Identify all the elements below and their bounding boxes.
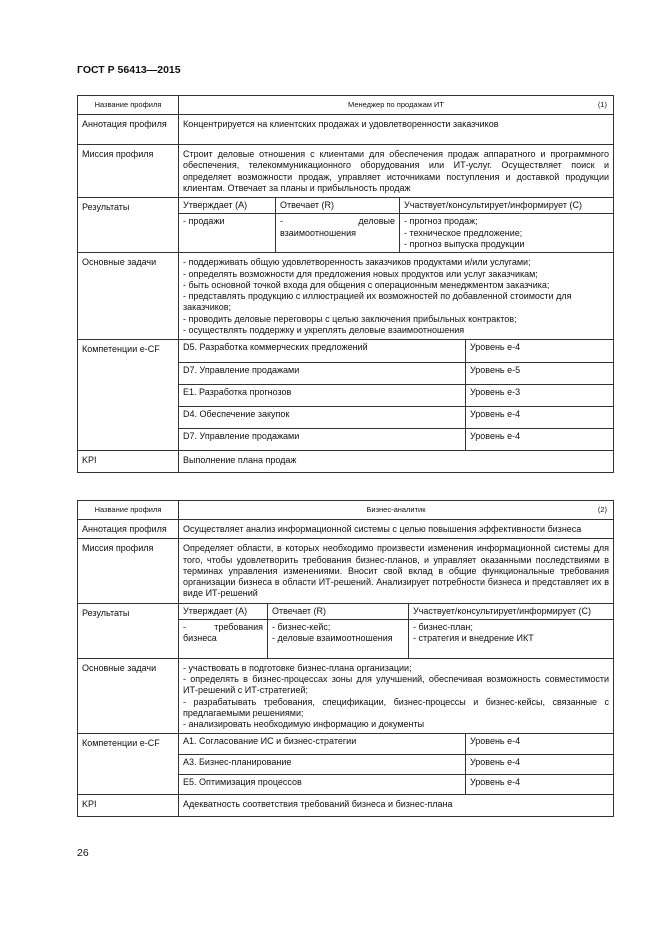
kpi-label: KPI bbox=[78, 795, 179, 817]
competences-table bbox=[179, 734, 613, 794]
competence-level: Уровень е-4 bbox=[465, 340, 613, 362]
results-table bbox=[179, 604, 613, 658]
profile-title-text: Менеджер по продажам ИТ bbox=[348, 100, 444, 110]
competence-level: Уровень е-4 bbox=[465, 406, 613, 428]
results-header-responsible: Отвечает (R) bbox=[276, 198, 400, 214]
competence-name: A1. Согласование ИС и бизнес-стратегии bbox=[179, 734, 465, 754]
kpi-label: KPI bbox=[78, 451, 179, 473]
profile-name-label: Название профиля bbox=[78, 96, 179, 115]
task-item: - проводить деловые переговоры с целью заключения прибыльных контрактов; bbox=[183, 313, 517, 324]
competence-level: Уровень е-4 bbox=[465, 754, 613, 774]
competences-table bbox=[179, 340, 613, 450]
results-header-responsible: Отвечает (R) bbox=[268, 604, 409, 620]
annotation-text: Осуществляет анализ информационной системы с целью повышения эффективности бизнеса bbox=[179, 520, 614, 539]
mission-text: Определяет области, в которых необходимо произвести изменения информационной системы для того, чтобы удовлетворить требования бизнес-планов, и управляет оказанными последствиями в терминах управления изменениями. Вносит свой вклад в общие функциональные требования организации бизнеса в области ИТ-решений. Анализирует потребности бизнеса и представляет их в виде ИТ-решений bbox=[179, 539, 614, 603]
results-participates-item: - прогноз выпуска продукции bbox=[404, 238, 525, 249]
task-item: - осуществлять поддержку и укреплять деловые взаимоотношения bbox=[183, 324, 465, 335]
results-header-approves: Утверждает (А) bbox=[179, 198, 276, 214]
competences-cell bbox=[179, 734, 614, 795]
results-participates-item: - техническое предложение; bbox=[404, 227, 523, 238]
task-item: - поддерживать общую удовлетворенность заказчиков продуктами и/или услугами; bbox=[183, 257, 531, 268]
results-approves-item: - требования бизнеса bbox=[183, 621, 263, 643]
results-participates bbox=[409, 619, 614, 658]
profile-table-2 bbox=[77, 500, 614, 817]
results-participates-item: - бизнес-план; bbox=[413, 621, 473, 632]
competence-level: Уровень е-4 bbox=[465, 428, 613, 450]
competence-name: D7. Управление продажами bbox=[179, 428, 465, 450]
results-approves-item: - продажи bbox=[183, 216, 225, 227]
results-label: Результаты bbox=[78, 198, 179, 253]
page-number: 26 bbox=[77, 847, 89, 859]
profile-number: (1) bbox=[597, 100, 607, 109]
results-responsible-item: - деловые взаимоотношения bbox=[272, 633, 393, 643]
competences-label: Компетенции e-CF bbox=[78, 340, 179, 451]
mission-label: Миссия профиля bbox=[78, 539, 179, 603]
task-item: - определять возможности для предложения новых продуктов или услуг заказчикам; bbox=[183, 268, 538, 279]
competence-name: D7. Управление продажами bbox=[179, 362, 465, 384]
results-responsible-item: - бизнес-кейс; bbox=[272, 621, 331, 632]
competence-name: D4. Обеспечение закупок bbox=[179, 406, 465, 428]
kpi-text: Выполнение плана продаж bbox=[179, 451, 614, 473]
task-item: - определять в бизнес-процессах зоны для улучшений, обеспечивая возможность совместимости ИТ-решений с ИТ-стратегией; bbox=[183, 674, 609, 696]
mission-text: Строит деловые отношения с клиентами для обеспечения продаж аппаратного и программного обеспечения, телекоммуникационного оборудования или ИТ-услуг. Осуществляет поиск и определяет возможности продаж, управляет источниками поступления и доставкой продукции клиентам. Отвечает за планы и прибыльность продаж bbox=[179, 145, 614, 198]
results-approves bbox=[179, 214, 276, 253]
annotation-label: Аннотация профиля bbox=[78, 520, 179, 539]
profile-title-text: Бизнес-аналитик bbox=[366, 505, 426, 515]
competence-level: Уровень е-4 bbox=[465, 734, 613, 754]
results-table bbox=[179, 198, 613, 252]
results-cell bbox=[179, 603, 614, 658]
results-participates bbox=[400, 214, 614, 253]
annotation-label: Аннотация профиля bbox=[78, 115, 179, 145]
task-item: - быть основной точкой входа для общения с операционным менеджментом заказчика; bbox=[183, 279, 550, 290]
competence-level: Уровень е-4 bbox=[465, 774, 613, 794]
results-responsible bbox=[268, 619, 409, 658]
tasks-list bbox=[179, 253, 614, 340]
competences-cell bbox=[179, 340, 614, 451]
competence-name: D5. Разработка коммерческих предложений bbox=[179, 340, 465, 362]
results-header-participates: Участвует/консультирует/информирует (C) bbox=[400, 198, 614, 214]
task-item: - представлять продукцию с иллюстрацией их возможностей по добавленной стоимости для заказчиков; bbox=[183, 291, 572, 313]
results-approves bbox=[179, 619, 268, 658]
results-cell bbox=[179, 198, 614, 253]
mission-label: Миссия профиля bbox=[78, 145, 179, 198]
competence-name: E1. Разработка прогнозов bbox=[179, 384, 465, 406]
results-responsible-item: - деловые взаимоотношения bbox=[280, 216, 395, 238]
competence-name: A3. Бизнес-планирование bbox=[179, 754, 465, 774]
results-participates-item: - стратегия и внедрение ИКТ bbox=[413, 633, 534, 643]
results-participates-item: - прогноз продаж; bbox=[404, 216, 478, 227]
competences-label: Компетенции e-CF bbox=[78, 734, 179, 795]
competence-level: Уровень е-3 bbox=[465, 384, 613, 406]
task-item: - участвовать в подготовке бизнес-плана организации; bbox=[183, 662, 412, 673]
task-item: - разрабатывать требования, спецификации, бизнес-процессы и бизнес-кейсы, связанные с предлагаемыми решениями; bbox=[183, 696, 609, 718]
results-header-approves: Утверждает (А) bbox=[179, 604, 268, 620]
annotation-text: Концентрируется на клиентских продажах и удовлетворенности заказчиков bbox=[179, 115, 614, 145]
profile-name-label: Название профиля bbox=[78, 501, 179, 520]
task-item: - анализировать необходимую информацию и документы bbox=[183, 719, 425, 729]
kpi-text: Адекватность соответствия требований бизнеса и бизнес-плана bbox=[179, 795, 614, 817]
profile-title bbox=[179, 96, 614, 115]
profile-table-1 bbox=[77, 95, 614, 473]
document-header: ГОСТ Р 56413—2015 bbox=[77, 64, 181, 76]
competence-level: Уровень е-5 bbox=[465, 362, 613, 384]
profile-number: (2) bbox=[597, 505, 607, 514]
results-header-participates: Участвует/консультирует/информирует (C) bbox=[409, 604, 614, 620]
results-responsible bbox=[276, 214, 400, 253]
tasks-label: Основные задачи bbox=[78, 658, 179, 734]
results-label: Результаты bbox=[78, 603, 179, 658]
profile-title bbox=[179, 501, 614, 520]
competence-name: E5. Оптимизация процессов bbox=[179, 774, 465, 794]
tasks-label: Основные задачи bbox=[78, 253, 179, 340]
tasks-list bbox=[179, 658, 614, 734]
